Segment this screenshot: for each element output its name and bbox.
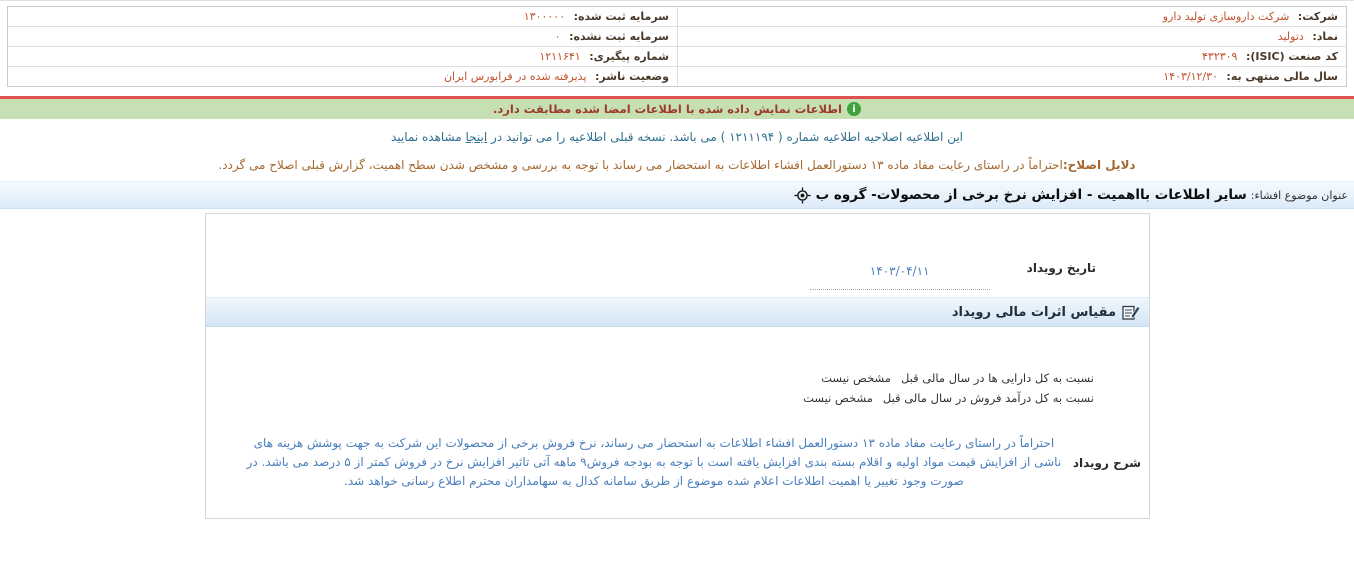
ratio-total-assets-row	[206, 368, 1149, 388]
signature-banner	[0, 96, 1354, 119]
ticker-symbol-label: نماد:	[1312, 30, 1338, 43]
event-description-label: شرح رویداد	[1072, 455, 1141, 470]
amendment-reason	[0, 158, 1354, 172]
unregistered-capital-label: سرمایه ثبت نشده:	[569, 30, 669, 43]
event-date-field	[810, 260, 990, 290]
tracking-number-cell	[8, 47, 677, 66]
amendment-notice-prefix: این اطلاعیه اصلاحیه اطلاعیه شماره ( ۱۲۱۱۱۹۴ ) می باشد. نسخه قبلی اطلاعیه را می توانید در	[487, 130, 964, 144]
event-details-panel	[205, 213, 1150, 519]
amendment-reason-text: احتراماً در راستای رعایت مفاد ماده ۱۳ دستورالعمل افشاء اطلاعات به استحضار می رساند با توجه به بررسی و مشخص شدن سطح اهمیت، گزارش قبلی اصلاح می گردد.	[218, 158, 1063, 172]
event-date-label: تاریخ رویداد	[1026, 261, 1096, 275]
issuer-status-value: پذیرفته شده در فرابورس ایران	[443, 70, 587, 83]
signature-banner-text: اطلاعات نمایش داده شده با اطلاعات امضا شده مطابقت دارد.	[493, 102, 842, 116]
pencil-note-icon	[1122, 304, 1141, 321]
company-name-value: شرکت داروسازی تولید دارو	[1162, 10, 1290, 23]
isic-code-label: کد صنعت (ISIC):	[1245, 50, 1338, 63]
tracking-number-label: شماره پیگیری:	[589, 50, 669, 63]
ticker-symbol-cell	[677, 27, 1346, 46]
tracking-number-value: ۱۲۱۱۶۴۱	[539, 50, 581, 63]
disclosure-subject-label: عنوان موضوع افشاء:	[1250, 188, 1348, 202]
issuer-status-label: وضعیت ناشر:	[595, 70, 669, 83]
financial-impact-section-header	[206, 297, 1149, 327]
event-description-text: احتراماً در راستای رعایت مفاد ماده ۱۳ دستورالعمل افشاء اطلاعات به استحضار می رساند، نرخ فروش برخی از محصولات این شرکت به جهت پوشش هزینه های ناشی از افزایش قیمت مواد اولیه و اقلام بسته بندی افزایش یافته است با توجه به بودجه فروش۹ ماهه آتی تاثیر افزایش نرخ در فروش کمتر از ۵ درصد می باشد. در صورت وجود تغییر یا اهمیت اطلاعات اعلام شده موضوع از طریق سامانه کدال به سهامداران محترم اطلاع رسانی خواهد شد.	[246, 436, 1062, 488]
table-row	[8, 47, 1346, 67]
ratio-total-revenue-row	[206, 388, 1149, 408]
previous-version-link[interactable]: اینجا	[465, 130, 488, 144]
isic-code-cell	[677, 47, 1346, 66]
unregistered-capital-cell	[8, 27, 677, 46]
issuer-status-cell	[8, 67, 677, 86]
ratio-total-assets-label: نسبت به کل دارایی ها در سال مالی قبل	[900, 371, 1094, 385]
registered-capital-value: ۱۳۰۰۰۰۰	[523, 10, 566, 23]
ratio-total-revenue-label: نسبت به کل درآمد فروش در سال مالی قبل	[882, 391, 1094, 405]
table-row	[8, 67, 1346, 86]
fiscal-year-label: سال مالی منتهی به:	[1226, 70, 1338, 83]
fiscal-year-value: ۱۴۰۳/۱۲/۳۰	[1163, 70, 1218, 83]
event-date-row	[206, 260, 1149, 290]
table-row	[8, 27, 1346, 47]
event-date-value: ۱۴۰۳/۰۴/۱۱	[869, 264, 930, 278]
amendment-notice	[0, 130, 1354, 144]
event-description-row	[206, 434, 1149, 491]
amendment-reason-label: دلایل اصلاح:	[1062, 158, 1136, 172]
registered-capital-label: سرمایه ثبت شده:	[573, 10, 669, 23]
financial-impact-section-title: مقیاس اثرات مالی رویداد	[951, 304, 1116, 320]
company-name-label: شرکت:	[1297, 10, 1338, 23]
ratio-total-assets-value: مشخص نیست	[821, 371, 891, 385]
ticker-symbol-value: دتولید	[1277, 30, 1304, 43]
bullseye-icon	[794, 187, 811, 204]
company-info-table	[7, 6, 1347, 87]
table-row	[8, 7, 1346, 27]
disclosure-title-band	[0, 181, 1354, 209]
isic-code-value: ۴۳۲۳۰۹	[1202, 50, 1238, 63]
unregistered-capital-value: ۰	[554, 30, 561, 43]
fiscal-year-cell	[677, 67, 1346, 86]
info-icon: i	[847, 102, 861, 116]
impact-ratio-list	[206, 368, 1149, 408]
ratio-total-revenue-value: مشخص نیست	[803, 391, 873, 405]
amendment-notice-suffix: مشاهده نمایید	[390, 130, 466, 144]
disclosure-subject-title: سایر اطلاعات بااهمیت - افزایش نرخ برخی از محصولات- گروه ب	[815, 187, 1247, 203]
registered-capital-cell	[8, 7, 677, 26]
company-name-cell	[677, 7, 1346, 26]
